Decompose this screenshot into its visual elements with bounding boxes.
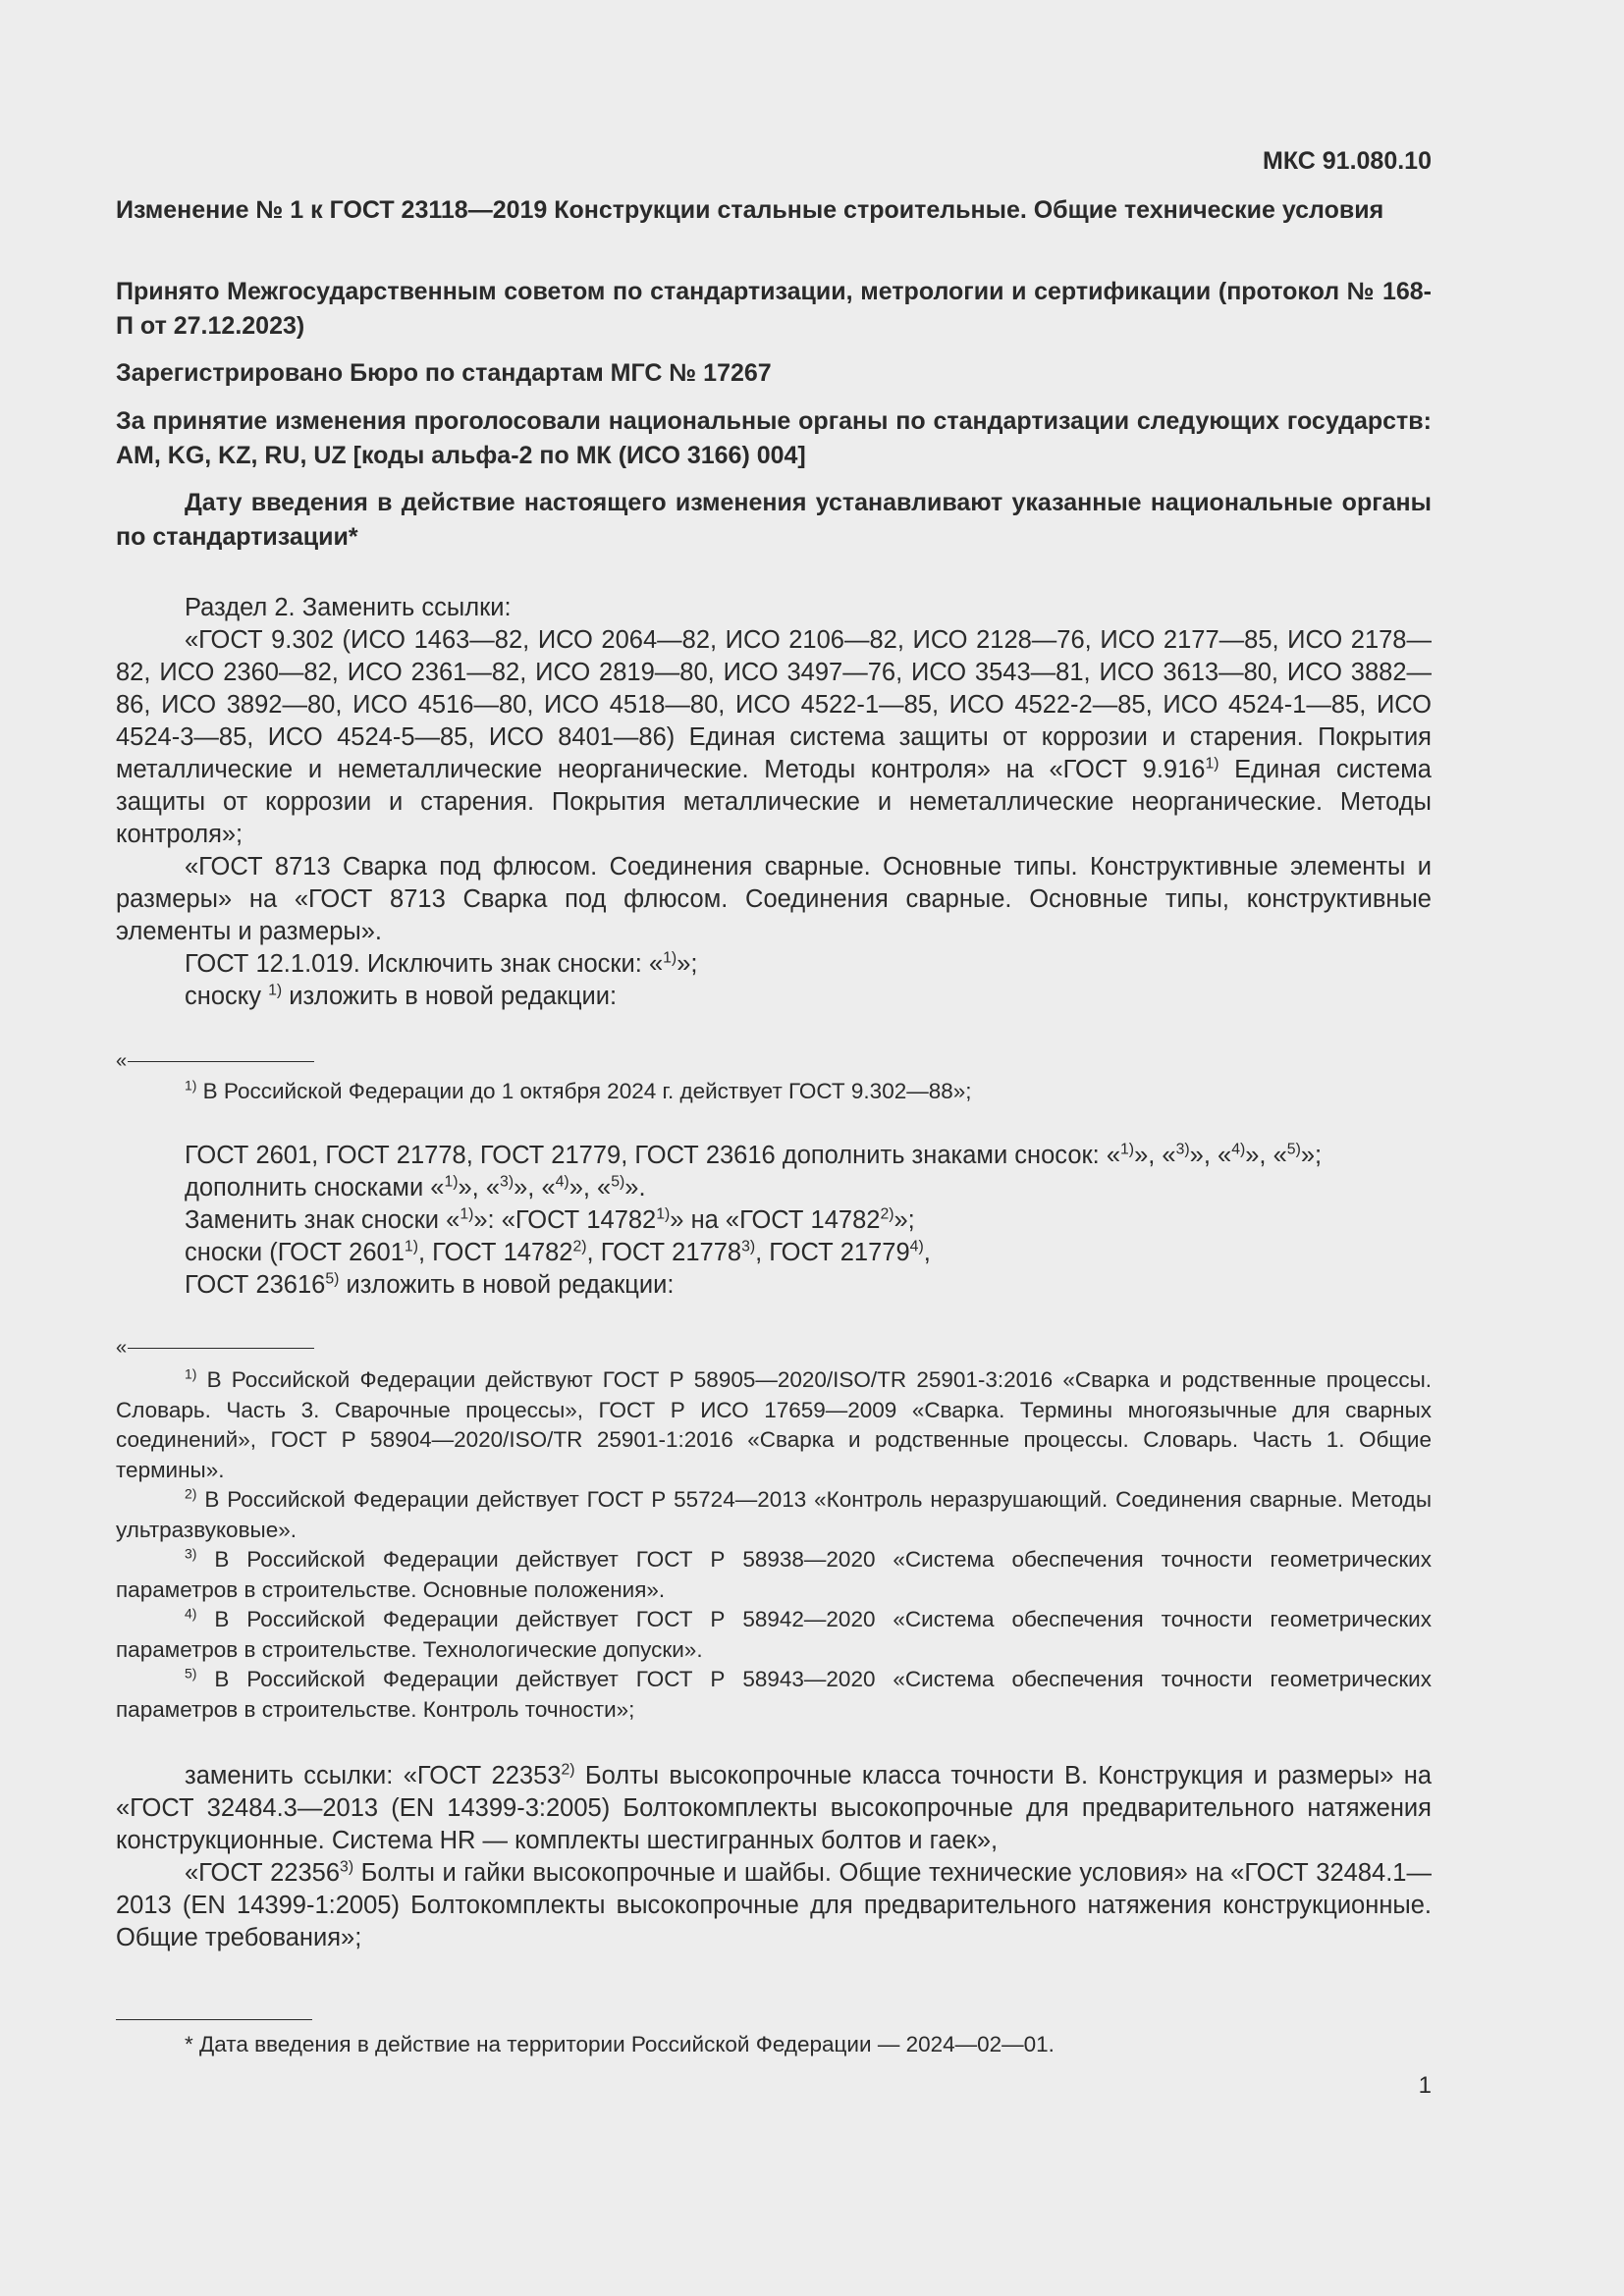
footnote-4: $^{4)}$ В Российской Федерации действует ГОСТ Р 58942—2020 «Система обеспечения точности геометрических параметров в строительстве. Технологические допуски». <box>116 1605 1432 1662</box>
paragraph: дополнить сносками «$^{1)}$», «$^{3)}$», «$^{4)}$», «$^{5)}$». <box>185 1173 646 1201</box>
section-2-block <box>116 592 1432 1013</box>
paragraph: «ГОСТ 9.302 (ИСО 1463—82, ИСО 2064—82, ИСО 2106—82, ИСО 2128—76, ИСО 2177—85, ИСО 2178—82, ИСО 2360—82, ИСО 2361—82, ИСО 2819—80, ИСО 3497—76, ИСО 3543—81, ИСО 3613—80, ИСО 3882—86, ИСО 3892—80, ИСО 4516—80, ИСО 4518—80, ИСО 4522-1—85, ИСО 4522-2—85, ИСО 4524-1—85, ИСО 4524-3—85, ИСО 4524-5—85, ИСО 8401—86) Единая система защиты от коррозии и старения. Покрытия металлические и неметаллические неорганические. Методы контроля» на «ГОСТ 9.916$^{1)}$ Единая система защиты от коррозии и старения. Покрытия металлические и неметаллические неорганические. Методы контроля»; <box>116 626 1432 848</box>
paragraph: сноски (ГОСТ 2601$^{1)}$, ГОСТ 14782$^{2)}$, ГОСТ 21778$^{3)}$, ГОСТ 21779$^{4)}$, <box>185 1238 931 1266</box>
paragraph: ГОСТ 23616$^{5)}$ изложить в новой редакции: <box>185 1270 675 1299</box>
adopted-note: Принято Межгосударственным советом по стандартизации, метрологии и сертификации (протокол № 168-П от 27.12.2023) <box>116 278 1432 340</box>
effective-date-note: Дату введения в действие настоящего изменения устанавливают указанные национальные органы по стандартизации* <box>116 489 1432 551</box>
footnote-star: * Дата введения в действие на территории Российской Федерации — 2024—02—01. <box>185 2032 1055 2056</box>
footnote-3: $^{3)}$ В Российской Федерации действует ГОСТ Р 58938—2020 «Система обеспечения точности геометрических параметров в строительстве. Основные положения». <box>116 1545 1432 1602</box>
footnote-1: $^{1)}$ В Российской Федерации до 1 октября 2024 г. действует ГОСТ 9.302—88»; <box>185 1077 972 1103</box>
footnote-separator: « <box>116 1337 314 1360</box>
footnotes-block <box>116 1365 1432 1725</box>
footnote-2: $^{2)}$ В Российской Федерации действует ГОСТ Р 55724—2013 «Контроль неразрушающий. Соединения сварные. Методы ультразвуковые». <box>116 1485 1432 1542</box>
footnote-separator: « <box>116 1050 314 1073</box>
footnote-separator <box>116 2019 312 2020</box>
paragraph: Заменить знак сноски «$^{1)}$»: «ГОСТ 14782$^{1)}$» на «ГОСТ 14782$^{2)}$»; <box>185 1205 915 1234</box>
paragraph: сноску $^{1)}$ изложить в новой редакции: <box>185 982 618 1010</box>
registered-note: Зарегистрировано Бюро по стандартам МГС № 17267 <box>116 359 772 387</box>
paragraph: «ГОСТ 22356$^{3)}$ Болты и гайки высокопрочные и шайбы. Общие технические условия» на «ГОСТ 32484.1—2013 (EN 14399-1:2005) Болтокомплекты высокопрочные для предварительного натяжения конструкционные. Общие требования»; <box>116 1858 1432 1951</box>
paragraph: ГОСТ 12.1.019. Исключить знак сноски: «$^{1)}$»; <box>185 949 698 978</box>
paragraph: «ГОСТ 8713 Сварка под флюсом. Соединения сварные. Основные типы. Конструктивные элементы и размеры» на «ГОСТ 8713 Сварка под флюсом. Соединения сварные. Основные типы, конструктивные элементы и размеры». <box>116 853 1432 945</box>
paragraph: Раздел 2. Заменить ссылки: <box>185 594 512 621</box>
footnote-1: $^{1)}$ В Российской Федерации действуют ГОСТ Р 58905—2020/ISO/TR 25901-3:2016 «Сварка и родственные процессы. Словарь. Часть 3. Сварочные процессы», ГОСТ Р ИСО 17659—2009 «Сварка. Термины многоязычные для сварных соединений», ГОСТ Р 58904—2020/ISO/TR 25901-1:2016 «Сварка и родственные процессы. Словарь. Часть 1. Общие термины». <box>116 1365 1432 1482</box>
footnote-5: $^{5)}$ В Российской Федерации действует ГОСТ Р 58943—2020 «Система обеспечения точности геометрических параметров в строительстве. Контроль точности»; <box>116 1665 1432 1722</box>
paragraph: ГОСТ 2601, ГОСТ 21778, ГОСТ 21779, ГОСТ 23616 дополнить знаками сносок: «$^{1)}$», «$^{3)}$», «$^{4)}$», «$^{5)}$»; <box>185 1141 1323 1169</box>
mks-code: МКС 91.080.10 <box>1263 147 1432 175</box>
page-number: 1 <box>1418 2072 1432 2099</box>
change-title: Изменение № 1 к ГОСТ 23118—2019 Конструкции стальные строительные. Общие технические условия <box>116 196 1384 224</box>
voted-note: За принятие изменения проголосовали национальные органы по стандартизации следующих государств: AM, KG, KZ, RU, UZ [коды альфа-2 по МК (ИСО 3166) 004] <box>116 407 1432 469</box>
gost-footnotes-block <box>116 1140 1432 1302</box>
paragraph: заменить ссылки: «ГОСТ 22353$^{2)}$ Болты высокопрочные класса точности В. Конструкция и размеры» на «ГОСТ 32484.3—2013 (EN 14399-3:2005) Болтокомплекты высокопрочные для предварительного натяжения конструкционные. Система HR — комплекты шестигранных болтов и гаек», <box>116 1761 1432 1854</box>
bolts-block <box>116 1760 1432 1954</box>
